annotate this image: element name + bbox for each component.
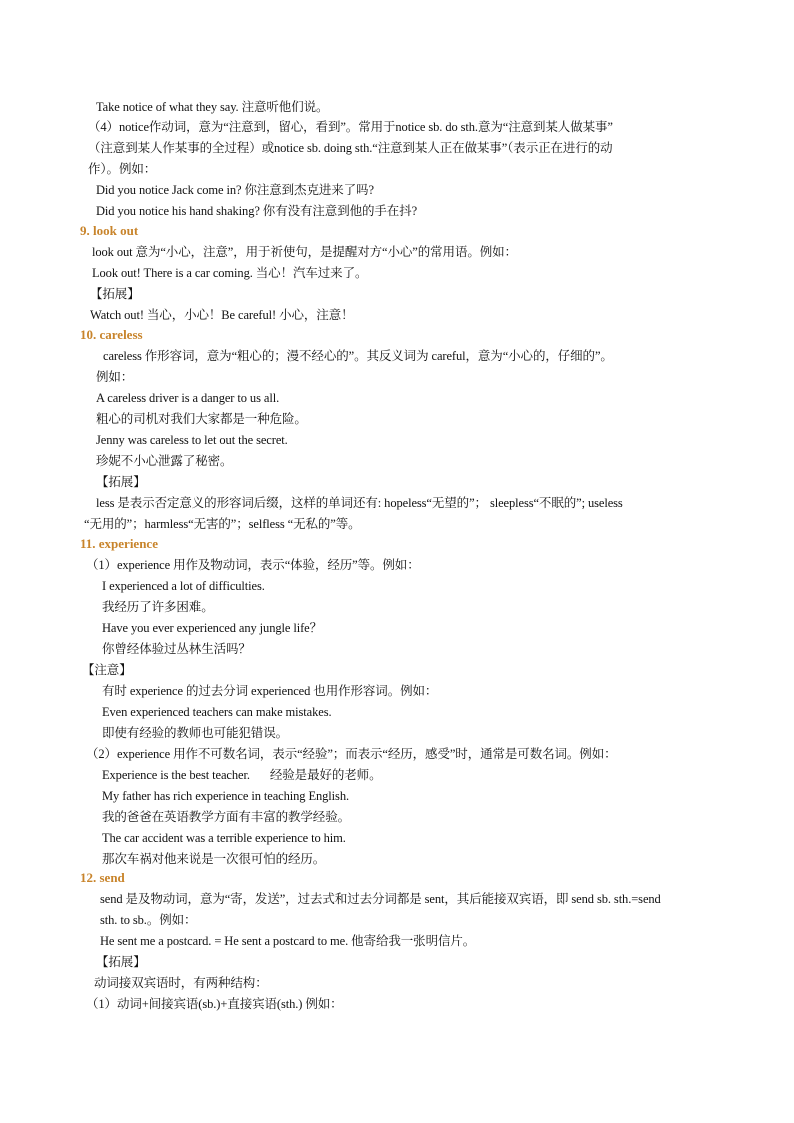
text-line: A careless driver is a danger to us all. [96, 391, 280, 405]
text-line: （1）动词+间接宾语(sb.)+直接宾语(sth.) 例如： [86, 997, 343, 1011]
text-line: less 是表示否定意义的形容词后缀，这样的单词还有: hopeless“无望的”； sleepless“不眠的”; useless [96, 496, 623, 510]
text-line: sth. to sb.。例如： [100, 913, 197, 927]
text-line: （4）notice作动词，意为“注意到，留心，看到”。常用于notice sb. do sth.意为“注意到某人做某事” [88, 120, 613, 134]
section-heading: 11. experience [80, 536, 158, 551]
text-line: 【拓展】 [96, 475, 146, 489]
text-line: Have you ever experienced any jungle life？ [102, 621, 323, 635]
text-line: 那次车祸对他来说是一次很可怕的经历。 [102, 852, 326, 866]
text-line: 粗心的司机对我们大家都是一种危险。 [96, 412, 307, 426]
text-segment: Experience is the best teacher. [102, 768, 250, 782]
text-line: 珍妮不小心泄露了秘密。 [96, 454, 233, 468]
text-line: He sent me a postcard. = He sent a postcard to me. 他寄给我一张明信片。 [100, 934, 476, 948]
text-line: 我经历了许多困难。 [102, 600, 214, 614]
text-line: 例如： [96, 370, 134, 384]
section-heading: 9. look out [80, 223, 139, 238]
text-line: 即使有经验的教师也可能犯错误。 [102, 726, 289, 740]
text-line: “无用的”；harmless“无害的”；selfless “无私的”等。 [84, 517, 361, 531]
text-line: send 是及物动词，意为“寄，发送”，过去式和过去分词都是 sent，其后能接双宾语，即 send sb. sth.=send [100, 892, 661, 906]
text-line: I experienced a lot of difficulties. [102, 579, 265, 593]
text-line: Did you notice Jack come in? 你注意到杰克进来了吗? [96, 183, 374, 197]
text-line: （注意到某人作某事的全过程）或notice sb. doing sth.“注意到某人正在做某事”（表示正在进行的动 [88, 141, 613, 155]
text-line: 【拓展】 [90, 287, 140, 301]
text-line: 作）。例如： [88, 162, 157, 176]
text-line: 有时 experience 的过去分词 experienced 也用作形容词。例如： [102, 684, 438, 698]
text-line: Did you notice his hand shaking? 你有没有注意到他的手在抖? [96, 204, 418, 218]
section-heading: 12. send [80, 870, 125, 885]
text-line: 我的爸爸在英语教学方面有丰富的教学经验。 [102, 810, 351, 824]
text-line: Even experienced teachers can make mistakes. [102, 705, 332, 719]
text-line: （2）experience 用作不可数名词，表示“经验”；而表示“经历，感受”时，通常是可数名词。例如： [86, 747, 617, 761]
text-line [102, 766, 381, 784]
text-line: Look out! There is a car coming. 当心！汽车过来了。 [92, 266, 368, 280]
text-line: look out 意为“小心，注意”，用于祈使句，是提醒对方“小心”的常用语。例如： [92, 245, 517, 259]
text-line: My father has rich experience in teaching English. [102, 789, 349, 803]
text-line: 【注意】 [82, 663, 132, 677]
text-line: 【拓展】 [96, 955, 146, 969]
text-line: Jenny was careless to let out the secret. [96, 433, 288, 447]
text-line: careless 作形容词，意为“粗心的；漫不经心的”。其反义词为 careful，意为“小心的，仔细的”。 [103, 349, 613, 363]
text-line: （1）experience 用作及物动词，表示“体验，经历”等。例如： [86, 558, 420, 572]
text-line: The car accident was a terrible experience to him. [102, 831, 346, 845]
text-line: 你曾经体验过丛林生活吗？ [102, 642, 251, 656]
text-line: Take notice of what they say. 注意听他们说。 [96, 100, 329, 114]
text-line: 动词接双宾语时，有两种结构： [94, 976, 268, 990]
text-segment: 经验是最好的老师。 [269, 768, 382, 782]
section-heading: 10. careless [80, 327, 143, 342]
text-line: Watch out! 当心，小心！Be careful! 小心，注意！ [90, 308, 354, 322]
